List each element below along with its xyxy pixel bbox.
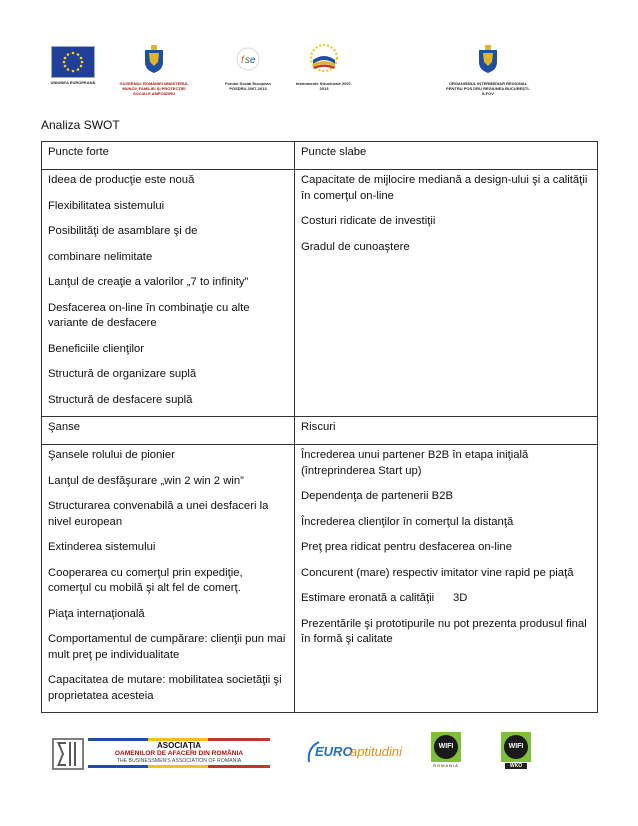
fse-logo [218, 44, 278, 91]
wifi2-label: WIFI [504, 735, 528, 759]
list-item: Preţ prea ridicat pentru desfacerea on-line [301, 541, 512, 553]
wifi1-caption: ROMANIA [433, 763, 459, 768]
swot-table [41, 141, 598, 713]
list-item: Structură de organizare suplă [48, 368, 197, 380]
opportunities-header: Şanse [42, 417, 295, 445]
footer-logos [40, 726, 600, 776]
threats-header: Riscuri [295, 417, 598, 445]
list-item: Comportamentul de cumpărare: clienţii pun mai mult preţ pe individualitate [48, 633, 286, 661]
aoar-logo [52, 738, 272, 774]
list-item: Încrederea unui partener B2B în etapa iniţială (întreprinderea Start up) [301, 449, 529, 477]
list-item: Estimare eronată a calităţii 3D [301, 592, 468, 604]
aoar-line1: ASOCIAŢIA [157, 741, 201, 750]
wifi-wko-logo [498, 732, 534, 772]
aoar-emblem-icon [52, 738, 84, 770]
list-item: Extinderea sistemului [48, 541, 156, 553]
threats-cell [295, 445, 598, 713]
list-item: Dependenţa de partenerii B2B [301, 490, 453, 502]
list-item: Ideea de producţie este nouă [48, 174, 195, 186]
list-item: Capacitatea de mutare: mobilitatea societăţii şi proprietatea acesteia [48, 674, 282, 702]
svg-text:e: e [250, 55, 256, 66]
weaknesses-header: Puncte slabe [295, 142, 598, 170]
list-item: Lanţul de desfăşurare „win 2 win 2 win” [48, 474, 244, 487]
eu-logo [40, 46, 106, 85]
wifi-romania-logo [428, 732, 464, 772]
header-logos [40, 38, 600, 102]
wifi2-caption: WKO [505, 763, 527, 769]
list-item: Şansele rolului de pionier [48, 449, 175, 461]
wifi1-label: WIFI [434, 735, 458, 759]
svg-text:s: s [245, 55, 250, 66]
oi-logo [444, 44, 532, 96]
strengths-cell [42, 170, 295, 417]
aoar-line3: THE BUSINESSMEN'S ASSOCIATION OF ROMANIA [116, 758, 242, 764]
list-item: Încrederea clienţilor în comerţul la distanţă [301, 515, 514, 528]
list-item: combinare nelimitate [48, 250, 153, 263]
list-item: Prezentările şi prototipurile nu pot prezenta produsul final în formă şi calitate [301, 617, 587, 645]
list-item: Structură de desfacere suplă [48, 393, 193, 406]
list-item: Flexibilitatea sistemului [48, 199, 165, 212]
document-title: Analiza SWOT [41, 118, 120, 132]
list-item: Piaţa internaţională [48, 607, 145, 620]
list-item: Costuri ridicate de investiţii [301, 215, 436, 227]
list-item: Desfacerea on-line în combinaţie cu alte variante de desfacere [48, 301, 250, 329]
list-item: Gradul de cunoaştere [301, 240, 410, 253]
euro-suffix: aptitudini [350, 744, 403, 759]
gov-caption: GUVERNUL ROMÂNIEI MINISTERUL MUNCII, FAMILIEI ȘI PROTECȚIEI SOCIALE AMPOSDRU [119, 81, 189, 96]
list-item: Cooperarea cu comerţul prin expediţie, comerţul cu mobilă şi alt fel de comerţ. [48, 566, 243, 594]
structural-instruments-icon [307, 42, 341, 74]
list-item: Beneficiile clienţilor [48, 342, 145, 355]
list-item: Capacitate de mijlocire mediană a design-ului şi a calităţii în comerţul on-line [301, 174, 588, 202]
list-item: Structurarea convenabilă a unei desfaceri la nivel european [48, 500, 269, 528]
euroaptitudini-logo [305, 738, 403, 768]
list-item: Posibilităţi de asamblare şi de [48, 225, 198, 237]
euro-prefix: EURO [315, 744, 353, 759]
gov-logo [114, 44, 194, 96]
svg-text:f: f [241, 55, 244, 66]
list-item: Concurent (mare) respectiv imitator vine rapid pe piaţă [301, 566, 574, 579]
strengths-header: Puncte forte [42, 142, 295, 170]
aoar-text [88, 738, 270, 768]
wifi-romania-icon [431, 732, 461, 762]
eu-flag-icon [51, 46, 95, 78]
list-item: Lanţul de creaţie a valorilor „7 to infinity” [48, 276, 249, 288]
fse-caption: Fondul Social European POSDRU 2007-2013 [225, 81, 271, 91]
wifi-wko-icon [501, 732, 531, 762]
oi-crest-icon [477, 44, 499, 74]
eu-caption: UNIUNEA EUROPEANĂ [50, 80, 96, 85]
fse-icon [233, 44, 263, 74]
romania-crest-icon [143, 44, 165, 74]
weaknesses-cell [295, 170, 598, 417]
is-caption: Instrumente Structurale 2007-2013 [295, 81, 353, 91]
is-logo [294, 42, 354, 91]
oi-caption: ORGANISMUL INTERMEDIAR REGIONAL PENTRU POS DRU REGIUNEA BUCUREȘTI-ILFOV [446, 81, 530, 96]
opportunities-cell [42, 445, 295, 713]
aoar-line2: OAMENILOR DE AFACERI DIN ROMÂNIA [114, 750, 244, 757]
